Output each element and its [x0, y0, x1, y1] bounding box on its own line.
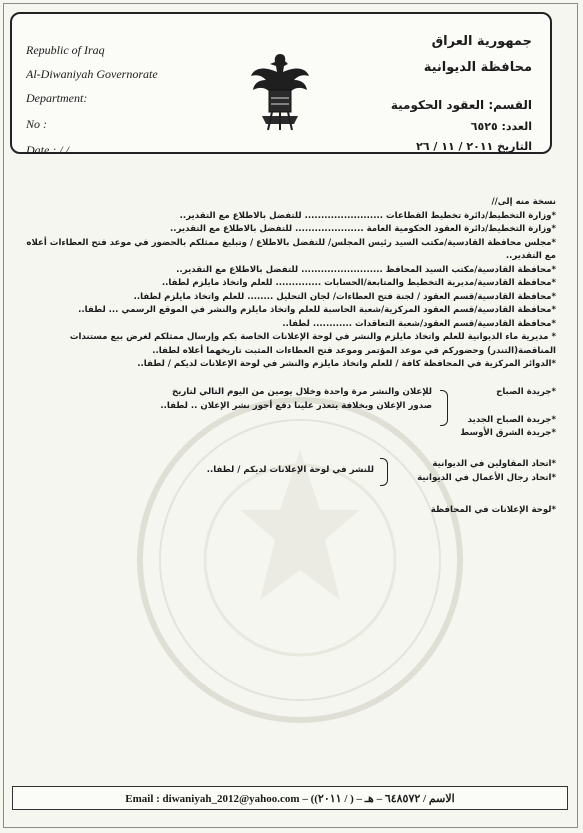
number-en: No : — [26, 117, 47, 131]
list-item: *وزارة التخطيط/دائرة تخطيط القطاعات ........................ للتفضل بالاطلاع مع التقدير.. — [179, 210, 556, 221]
list-item: *الدوائر المركزية في المحافظة كافة / للعلم واتخاذ مايلزم والنشر في لوحة الإعلانات لديكم / لطفا.. — [137, 359, 556, 369]
governorate-en: Al-Diwaniyah Governorate — [26, 67, 158, 81]
country-en: Republic of Iraq — [26, 43, 105, 57]
newspapers-list — [460, 386, 556, 441]
department-en: Department: — [26, 91, 88, 105]
unions-note: للنشر في لوحة الإعلانات لديكم / لطفا.. — [206, 465, 374, 475]
country-ar: جمهورية العراق — [431, 34, 532, 49]
date-ar: التاريخ ٢٠١١ / ١١ / ٢٦ — [416, 140, 532, 153]
copy-to-heading: نسخة منه إلى// — [491, 197, 556, 207]
unions-list — [417, 458, 556, 485]
bracket — [380, 458, 388, 486]
list-item: *محافظة القادسية/قسم العقود / لجنة فتح العطاءات/ لجان التحليل ........ للعلم واتخاذ مايلزم لطفا.. — [133, 291, 556, 302]
letterhead — [10, 12, 552, 157]
number-ar: العدد: ٦٥٢٥ — [470, 120, 532, 133]
iraq-eagle-emblem — [250, 50, 310, 132]
list-item: *محافظة القادسية/مكتب السيد المحافظ ......................... للتفضل بالاطلاع مع التقدير.. — [176, 264, 556, 275]
bracket — [440, 390, 448, 426]
list-item: *محافظة القادسية/قسم العقود المركزية/شعبة الحاسبة للعلم واتخاذ مايلزم والنشر في الموقع الرسمي ... لطفا.. — [78, 305, 556, 315]
list-item: * مديرية ماء الديوانية للعلم واتخاذ مايلزم والنشر في لوحة الإعلانات الخاصة بكم وإرسال ممثلكم لغرض بيع مستندات المناقصة(التندر) وحضوركم في موعد المؤتمر وموعد فتح العطاءات المثبت تاريخهما أعلاه لطفا.. — [69, 332, 556, 356]
unions-group — [18, 458, 556, 492]
list-item: *محافظة القادسية/مديرية التخطيط والمتابعة/الحسابات .............. للعلم واتخاذ مايلزم لطفا.. — [161, 278, 556, 288]
list-item: *اتحاد رجال الأعمال في الديوانية — [417, 472, 556, 483]
date-en: Date : / / — [26, 143, 69, 157]
newspapers-group — [18, 386, 556, 446]
footer-text: Email : diwaniyah_2012@yahoo.com – ((٢٠١١ / ) – الاسم / ٦٤٨٥٧٢ – هـ — [125, 792, 455, 805]
list-item: *جريدة الصباح — [496, 387, 556, 397]
list-item: *اتحاد المقاولين في الديوانية — [432, 459, 556, 469]
governorate-ar: محافظة الديوانية — [423, 60, 532, 75]
list-item: *مجلس محافظة القادسية/مكتب السيد رئيس المجلس/ للتفضل بالاطلاع / وتبليغ ممثلكم بالحضور في موعد فتح العطاءات أعلاه مع التقدير.. — [26, 237, 556, 261]
list-item: *جريدة الصباح الجديد — [467, 414, 556, 425]
footer-contact — [12, 786, 568, 810]
list-item: *وزارة التخطيط/دائرة العقود الحكومية العامة ..................... للتفضل بالاطلاع مع التقدير.. — [170, 224, 556, 234]
list-item: *لوحة الإعلانات في المحافظة — [430, 505, 556, 515]
distribution-list — [18, 196, 556, 372]
list-item: *جريدة الشرق الأوسط — [460, 428, 556, 438]
department-ar: القسم: العقود الحكومية — [390, 98, 532, 112]
newspapers-note: للإعلان والنشر مرة واحدة وخلال يومين من اليوم التالي لتاريخ صدور الإعلان وبخلافة يتعذر علينا دفع أجور نشر الإعلان .. لطفا.. — [160, 387, 432, 411]
list-item: *محافظة القادسية/قسم العقود/شعبة التعاقدات ............ لطفا.. — [282, 318, 556, 329]
